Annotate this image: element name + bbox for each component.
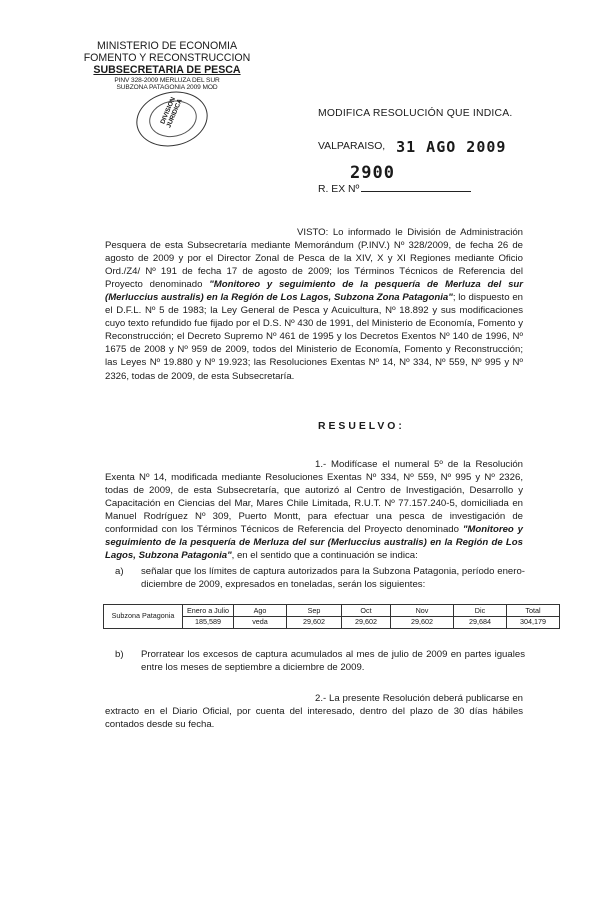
- letterhead-reference-2: SUBZONA PATAGONIA 2009 MOD: [116, 84, 218, 92]
- letterhead-ministry: MINISTERIO DE ECONOMIA: [96, 40, 238, 52]
- stamp-text: DIVISION JURIDICA: [159, 96, 184, 129]
- article-1-project-name: "Monitoreo y seguimiento de la pesquería de Merluza del sur (Merluccius australis) en la Región de Los Lagos, Subzona Patagonia": [105, 524, 523, 562]
- article-1-paragraph: [105, 458, 523, 562]
- table-cell: 185,589: [183, 616, 234, 628]
- resolution-exenta-label: [318, 183, 471, 197]
- item-a: [115, 565, 525, 591]
- table-cell: 29,602: [342, 616, 391, 628]
- rex-underline: [361, 191, 471, 192]
- visto-text-1: VISTO: Lo informado le División de Administración Pesquera de esta Subsecretaría mediante Memorándum (P.INV.) Nº 328/2009, de fecha 26 de agosto de 2009 y por el Director Zonal de Pesca de la XIV, X y XI Regiones mediante Oficio Ord./Z4/ Nº 191 de fecha 17 de agosto de 2009; los Términos Técnicos de Referencia del Proyecto denominado: [105, 227, 523, 291]
- item-a-marker: a): [115, 566, 124, 577]
- table-header-cell: Enero a Julio: [183, 605, 234, 617]
- table-cell: 29,602: [287, 616, 342, 628]
- table-cell: veda: [234, 616, 287, 628]
- item-b-text: Prorratear los excesos de captura acumulados al mes de julio de 2009 en partes iguales entre los meses de septiembre a diciembre de 2009.: [141, 649, 525, 674]
- date-line: [318, 137, 506, 157]
- table-cell: 29,684: [454, 616, 507, 628]
- item-a-text: señalar que los límites de captura autorizados para la Subzona Patagonia, período enero-diciembre de 2009, expresados en toneladas, serán los siguientes:: [141, 566, 525, 591]
- date-stamp: 31 AGO 2009: [396, 138, 507, 156]
- resuelvo-heading: RESUELVO:: [318, 421, 405, 432]
- table-header-cell: Total: [507, 605, 560, 617]
- table-cell: 304,179: [507, 616, 560, 628]
- article-2-paragraph: 2.- La presente Resolución deberá publicarse en extracto en el Diario Oficial, por cuenta del interesado, dentro del plazo de 30 días hábiles contados desde su fecha.: [105, 693, 523, 731]
- item-b: [115, 648, 525, 674]
- table-header-cell: Sep: [287, 605, 342, 617]
- document-title: MODIFICA RESOLUCIÓN QUE INDICA.: [318, 108, 513, 119]
- rex-label: R. EX Nº: [318, 184, 360, 195]
- table-row-label: Subzona Patagonia: [104, 605, 183, 629]
- item-b-marker: b): [115, 649, 124, 660]
- visto-text-2: ; lo dispuesto en el D.F.L. Nº 5 de 1983; la Ley General de Pesca y Acuicultura, Nº 18.892 y sus modificaciones cuyo texto refundido fue fijado por el D.S. Nº 430 de 1991, del Ministerio de Economía, Fomento y Reconstrucción; el Decreto Supremo Nº 461 de 1995 y los Decretos Exentos Nº 140 de 1996, Nº 1675 de 2008 y Nº 959 de 2009, todos del Ministerio de Economía, Fomento y Reconstrucción; las Leyes Nº 19.880 y Nº 19.923; las Resoluciones Exentas Nº 14, Nº 334, Nº 559, Nº 995 y Nº 2326, todas de 2009, de esta Subsecretaría.: [105, 292, 523, 382]
- table-header-cell: Nov: [391, 605, 454, 617]
- letterhead-reference-1: PINV 328-2009 MERLUZA DEL SUR: [114, 76, 220, 84]
- letterhead-subsecretaria: SUBSECRETARIA DE PESCA: [93, 64, 241, 77]
- date-place: VALPARAISO,: [318, 141, 386, 153]
- catch-limits-table: [103, 604, 560, 629]
- visto-paragraph: [105, 226, 523, 383]
- visto-project-name: "Monitoreo y seguimiento de la pesquería de Merluza del sur (Merluccius australis) en la Región de Los Lagos, Subzona Zona Patagonia": [105, 279, 523, 304]
- division-juridica-stamp: [131, 85, 213, 153]
- letterhead: [78, 40, 256, 92]
- article-1-text-2: , en el sentido que a continuación se indica:: [231, 550, 418, 562]
- table-header-cell: Ago: [234, 605, 287, 617]
- table-cell: 29,602: [391, 616, 454, 628]
- article-1-text-1: 1.- Modifícase el numeral 5º de la Resolución Exenta Nº 14, modificada mediante Resoluciones Exentas Nº 334, Nº 559, Nº 995 y Nº 2326, todas de 2009, de esta Subsecretaría, que autorizó al Centro de Investigación, Desarrollo y Capacitación en Ciencias del Mar, Mares Chile Limitada, R.U.T. Nº 77.157.240-5, domiciliada en Manuel Rodríguez Nº 309, Puerto Montt, para efectuar una pesca de investigación de conformidad con los Términos Técnicos de Referencia del Proyecto denominado: [105, 459, 523, 536]
- table-header-cell: Dic: [454, 605, 507, 617]
- resolution-number: 2900: [350, 163, 395, 183]
- table-header-row: [104, 605, 560, 617]
- table-header-cell: Oct: [342, 605, 391, 617]
- letterhead-ministry-2: FOMENTO Y RECONSTRUCCION: [83, 52, 251, 65]
